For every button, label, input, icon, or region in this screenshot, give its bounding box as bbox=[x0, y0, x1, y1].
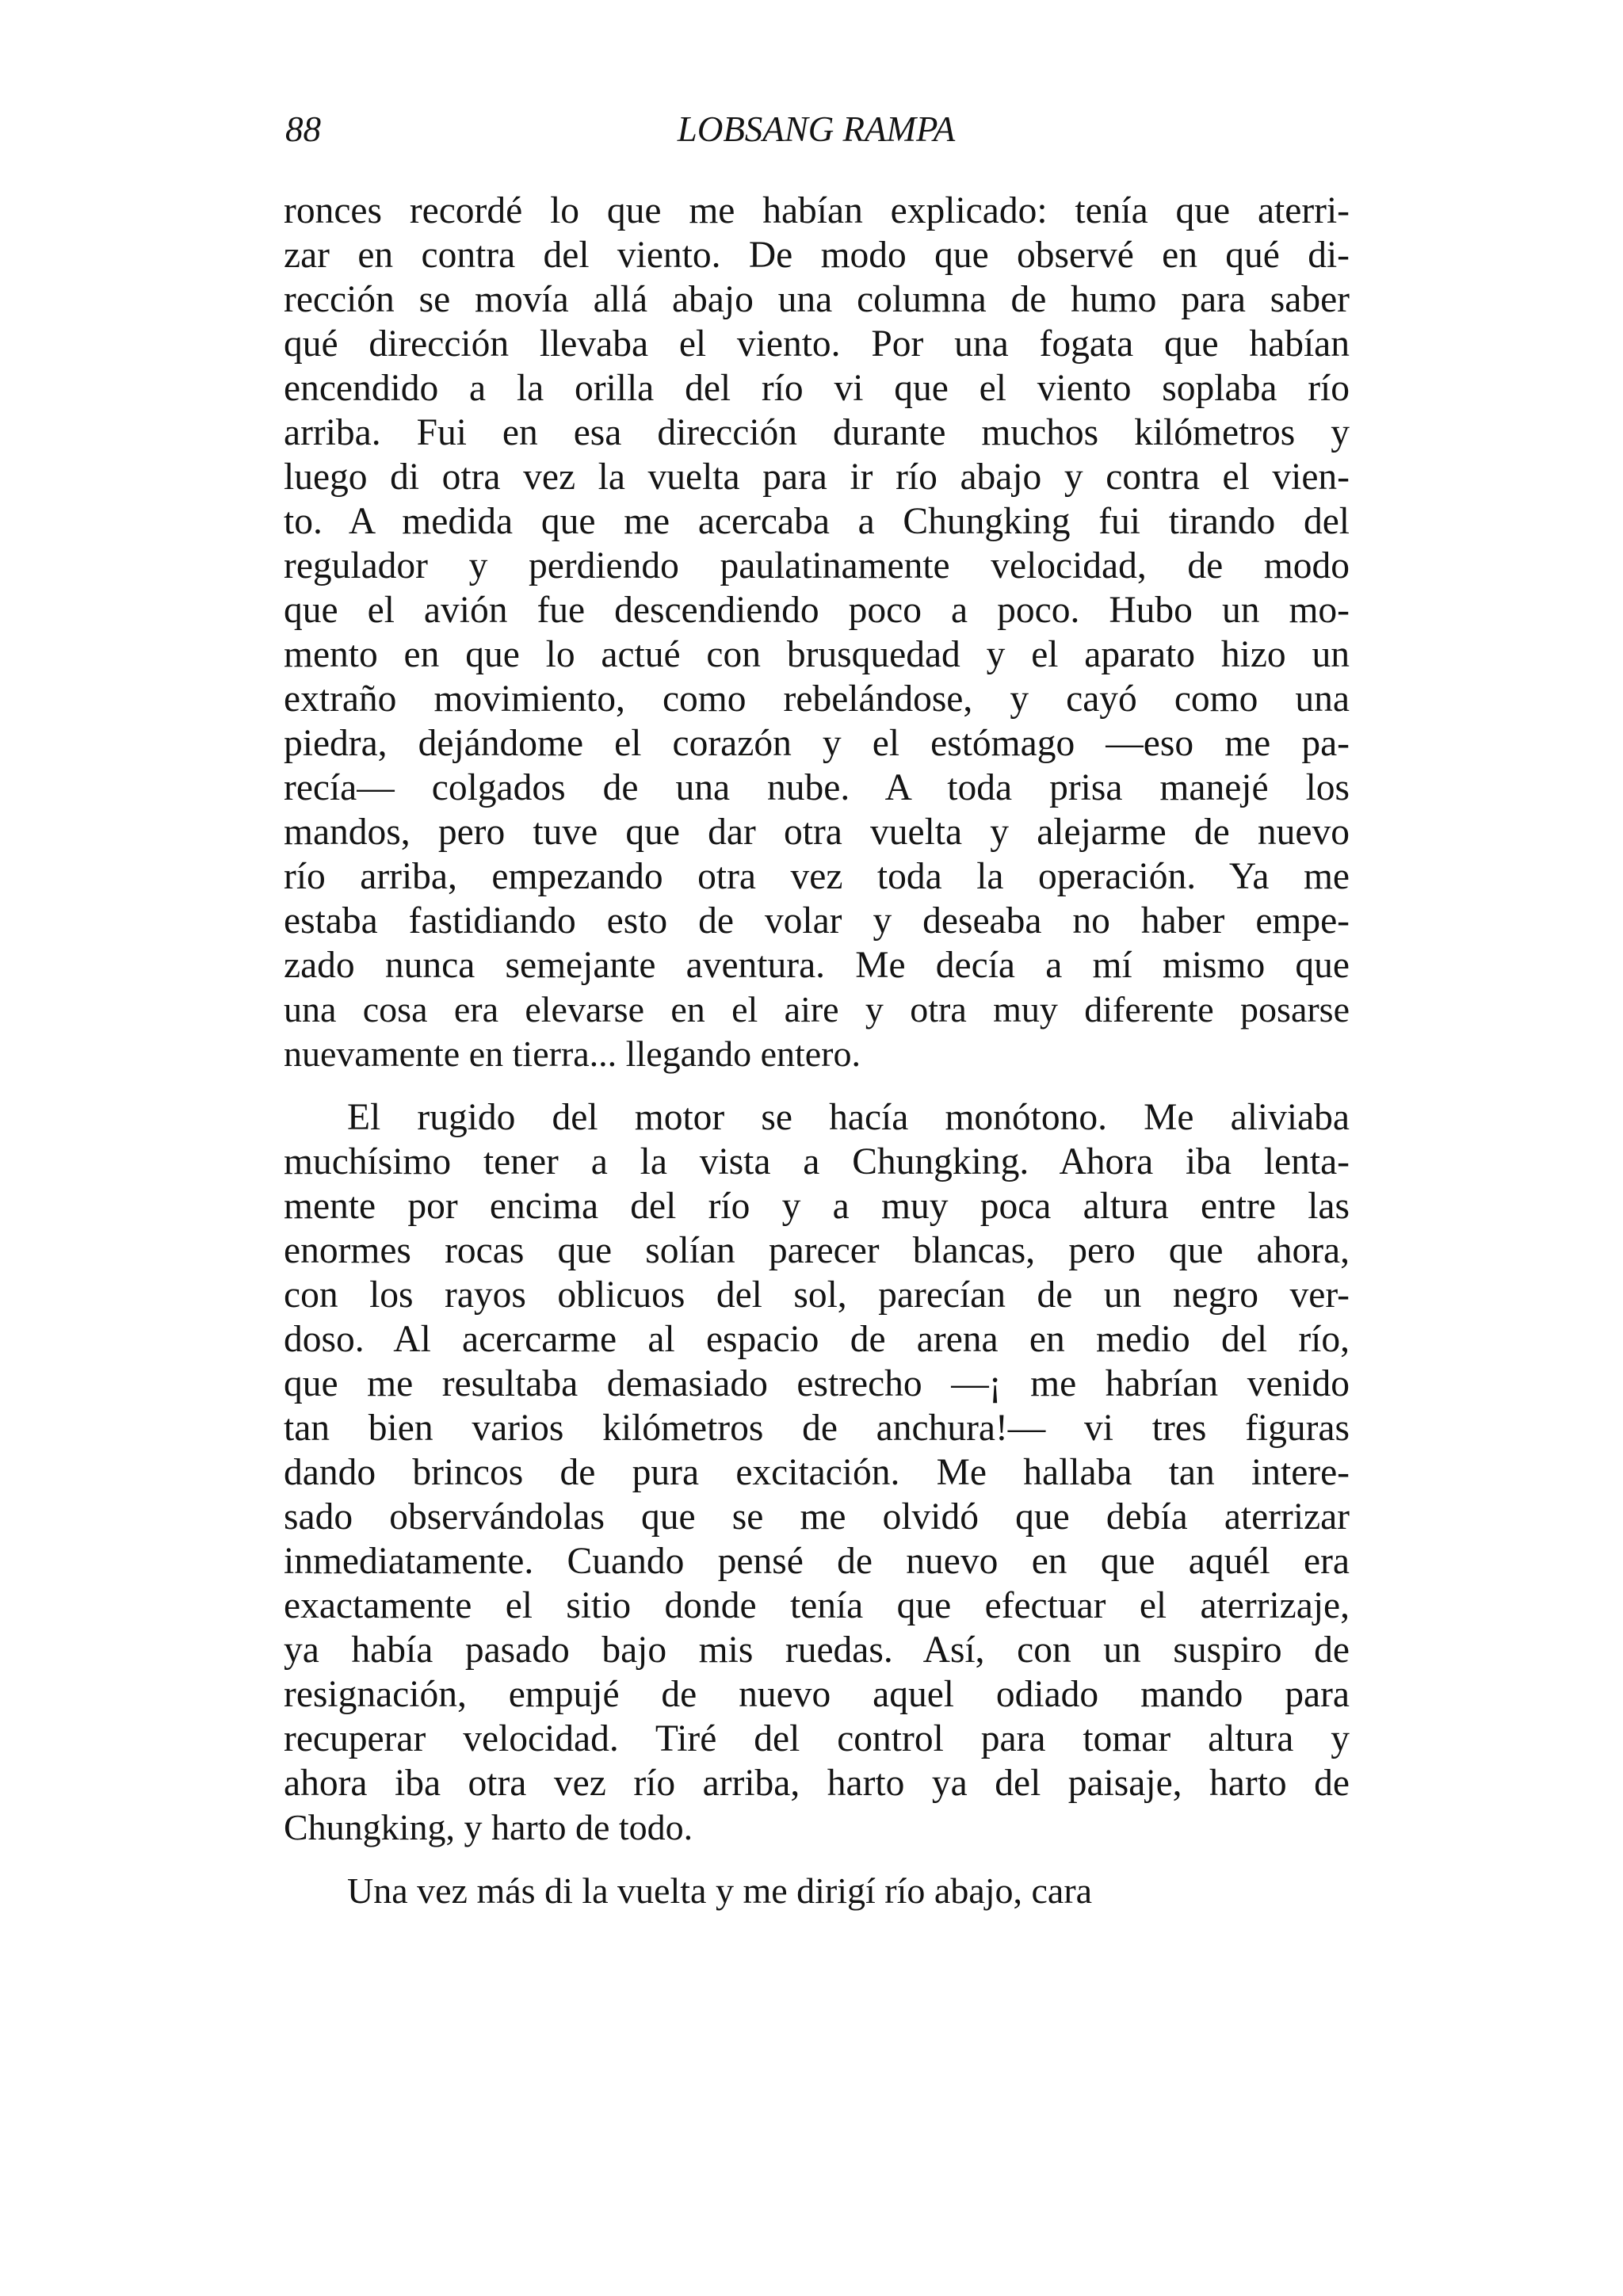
text-line: El rugido del motor se hacía monótono. Me aliviaba bbox=[347, 1097, 1350, 1138]
text-line: dando brincos de pura excitación. Me hallaba tan intere- bbox=[284, 1452, 1350, 1493]
text-line: estaba fastidiando esto de volar y deseaba no haber empe- bbox=[284, 900, 1350, 942]
text-line: río arriba, empezando otra vez toda la operación. Ya me bbox=[284, 856, 1350, 897]
text-line: to. A medida que me acercaba a Chungking fui tirando del bbox=[284, 501, 1350, 542]
page-number: 88 bbox=[285, 109, 321, 149]
text-line: arriba. Fui en esa dirección durante muchos kilómetros y bbox=[284, 412, 1350, 453]
text-line: mento en que lo actué con brusquedad y el aparato hizo un bbox=[284, 634, 1350, 675]
text-line: zado nunca semejante aventura. Me decía a mí mismo que bbox=[284, 945, 1350, 986]
running-header bbox=[285, 101, 1347, 157]
text-line: zar en contra del viento. De modo que observé en qué di- bbox=[284, 235, 1350, 276]
text-line: regulador y perdiendo paulatinamente velocidad, de modo bbox=[284, 545, 1350, 586]
text-line: rección se movía allá abajo una columna de humo para saber bbox=[284, 279, 1350, 320]
paragraph-3 bbox=[284, 1869, 1350, 1913]
text-line: ahora iba otra vez río arriba, harto ya del paisaje, harto de bbox=[284, 1763, 1350, 1804]
text-line: ronces recordé lo que me habían explicado: tenía que aterri- bbox=[284, 190, 1350, 231]
text-line: Chungking, y harto de todo. bbox=[284, 1807, 693, 1847]
text-line: exactamente el sitio donde tenía que efectuar el aterrizaje, bbox=[284, 1585, 1350, 1626]
text-line: enormes rocas que solían parecer blancas, pero que ahora, bbox=[284, 1230, 1350, 1271]
paragraph-gap bbox=[284, 1076, 1350, 1095]
text-line: Una vez más di la vuelta y me dirigí río abajo, cara bbox=[347, 1870, 1093, 1911]
text-line: sado observándolas que se me olvidó que debía aterrizar bbox=[284, 1496, 1350, 1538]
text-line: piedra, dejándome el corazón y el estómago —eso me pa- bbox=[284, 723, 1350, 764]
text-line: que me resultaba demasiado estrecho —¡ me habrían venido bbox=[284, 1363, 1350, 1404]
text-line: resignación, empujé de nuevo aquel odiado mando para bbox=[284, 1674, 1350, 1715]
text-line: que el avión fue descendiendo poco a poco. Hubo un mo- bbox=[284, 590, 1350, 631]
paragraph-gap bbox=[284, 1850, 1350, 1869]
paragraph-2 bbox=[284, 1095, 1350, 1850]
text-line: tan bien varios kilómetros de anchura!— vi tres figuras bbox=[284, 1408, 1350, 1449]
text-line: una cosa era elevarse en el aire y otra muy diferente posarse bbox=[284, 989, 1350, 1030]
text-line: inmediatamente. Cuando pensé de nuevo en que aquél era bbox=[284, 1541, 1350, 1582]
text-line: encendido a la orilla del río vi que el viento soplaba río bbox=[284, 368, 1350, 409]
running-title: LOBSANG RAMPA bbox=[677, 109, 956, 149]
text-line: doso. Al acercarme al espacio de arena en medio del río, bbox=[284, 1319, 1350, 1360]
text-line: qué dirección llevaba el viento. Por una fogata que habían bbox=[284, 323, 1350, 365]
text-line: recía— colgados de una nube. A toda prisa manejé los bbox=[284, 767, 1350, 808]
body-text bbox=[284, 189, 1350, 1913]
text-line: muchísimo tener a la vista a Chungking. Ahora iba lenta- bbox=[284, 1141, 1350, 1182]
text-line: luego di otra vez la vuelta para ir río abajo y contra el vien- bbox=[284, 457, 1350, 498]
text-line: ya había pasado bajo mis ruedas. Así, con un suspiro de bbox=[284, 1629, 1350, 1671]
text-line: con los rayos oblicuos del sol, parecían de un negro ver- bbox=[284, 1274, 1350, 1316]
text-line: nuevamente en tierra... llegando entero. bbox=[284, 1033, 861, 1074]
text-line: recuperar velocidad. Tiré del control para tomar altura y bbox=[284, 1718, 1350, 1759]
paragraph-1 bbox=[284, 189, 1350, 1076]
text-line: mente por encima del río y a muy poca altura entre las bbox=[284, 1186, 1350, 1227]
text-line: extraño movimiento, como rebelándose, y cayó como una bbox=[284, 678, 1350, 720]
text-line: mandos, pero tuve que dar otra vuelta y alejarme de nuevo bbox=[284, 812, 1350, 853]
